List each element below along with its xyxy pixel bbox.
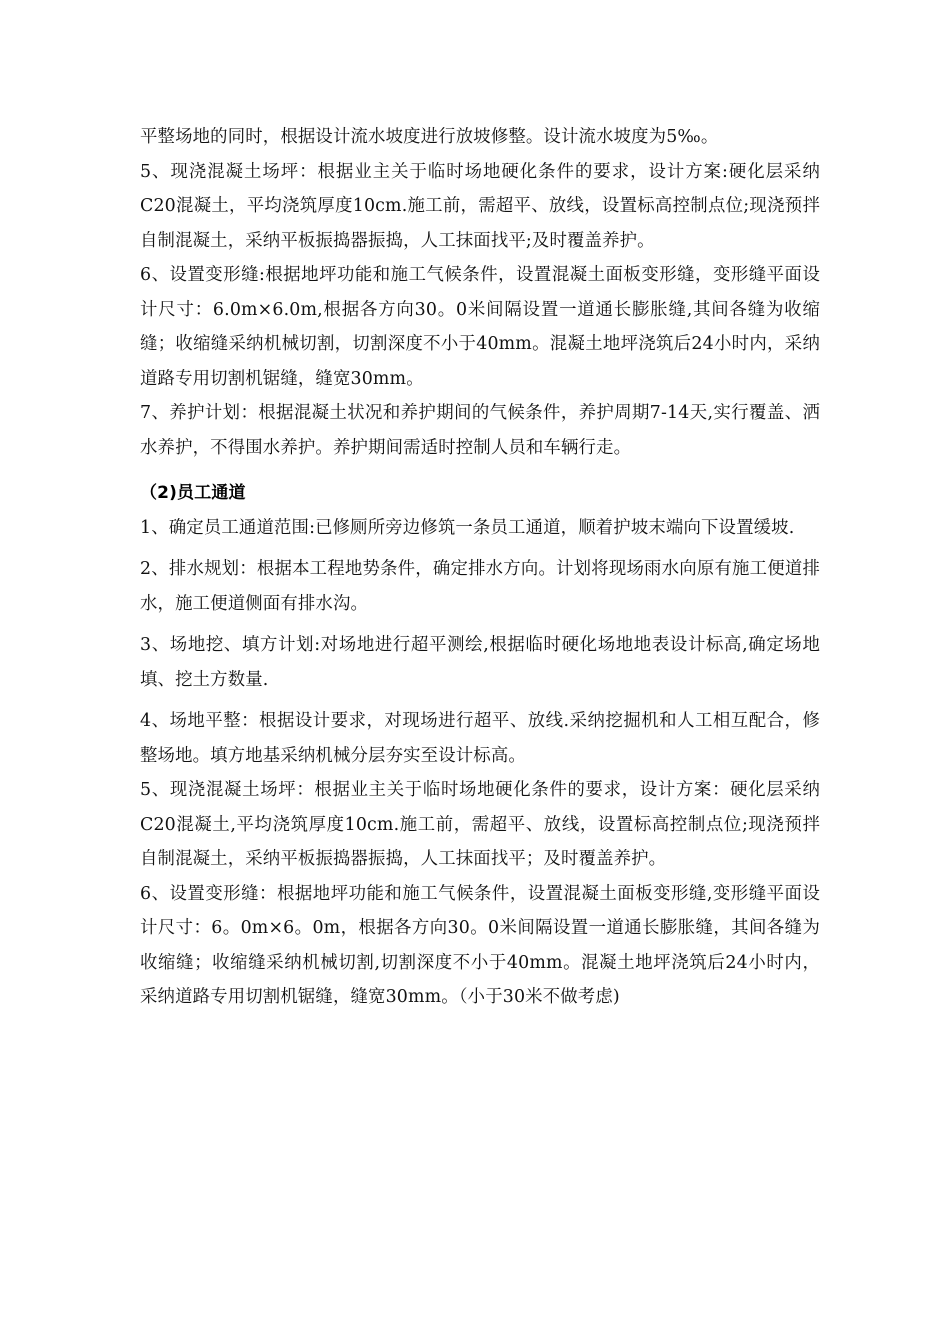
paragraph-site-leveling: 4、场地平整：根据设计要求，对现场进行超平、放线.采纳挖掘机和人工相互配合，修整场地。填方地基采纳机械分层夯实至设计标高。 [140, 711, 820, 766]
paragraph-drainage-plan: 2、排水规划：根据本工程地势条件，确定排水方向。计划将现场雨水向原有施工便道排水，施工便道侧面有排水沟。 [140, 559, 820, 614]
paragraph-expansion-joints-2: 6、设置变形缝：根据地坪功能和施工气候条件，设置混凝土面板变形缝,变形缝平面设计尺寸：6。0m×6。0m，根据各方向30。0米间隔设置一道通长膨胀缝，其间各缝为收缩缝；收缩缝采纳机械切割,切割深度不小于40mm。混凝土地坪浇筑后24小时内，采纳道路专用切割机锯缝，缝宽30mm。（小于30米不做考虑) [140, 883, 820, 1007]
section-heading-staff-passage: （2)员工通道 [140, 483, 246, 503]
paragraph-leveling-slope: 平整场地的同时，根据设计流水坡度进行放坡修整。设计流水坡度为5‰。 [140, 127, 719, 147]
paragraph-cast-concrete-floor-2: 5、现浇混凝土场坪：根据业主关于临时场地硬化条件的要求，设计方案：硬化层采纳C20混凝土,平均浇筑厚度10cm.施工前，需超平、放线，设置标高控制点位;现浇预拌自制混凝土，采纳平板振捣器振捣，人工抹面找平；及时覆盖养护。 [140, 780, 820, 869]
paragraph-cast-concrete-floor: 5、现浇混凝土场坪：根据业主关于临时场地硬化条件的要求，设计方案:硬化层采纳C20混凝土，平均浇筑厚度10cm.施工前，需超平、放线，设置标高控制点位;现浇预拌自制混凝土，采纳平板振捣器振捣，人工抹面找平;及时覆盖养护。 [140, 161, 820, 251]
paragraph-passage-scope: 1、确定员工通道范围:已修厕所旁边修筑一条员工通道，顺着护坡末端向下设置缓坡. [140, 517, 795, 538]
document-body [140, 120, 820, 1015]
paragraph-expansion-joints: 6、设置变形缝:根据地坪功能和施工气候条件，设置混凝土面板变形缝，变形缝平面设计尺寸：6.0m×6.0m,根据各方向30。0米间隔设置一道通长膨胀缝,其间各缝为收缩缝；收缩缝采纳机械切割，切割深度不小于40mm。混凝土地坪浇筑后24小时内，采纳道路专用切割机锯缝，缝宽30mm。 [140, 265, 820, 389]
paragraph-cut-fill-plan: 3、场地挖、填方计划:对场地进行超平测绘,根据临时硬化场地地表设计标高,确定场地填、挖土方数量. [140, 635, 820, 690]
paragraph-curing-plan: 7、养护计划：根据混凝土状况和养护期间的气候条件，养护周期7-14天,实行覆盖、洒水养护，不得围水养护。养护期间需适时控制人员和车辆行走。 [140, 403, 820, 458]
